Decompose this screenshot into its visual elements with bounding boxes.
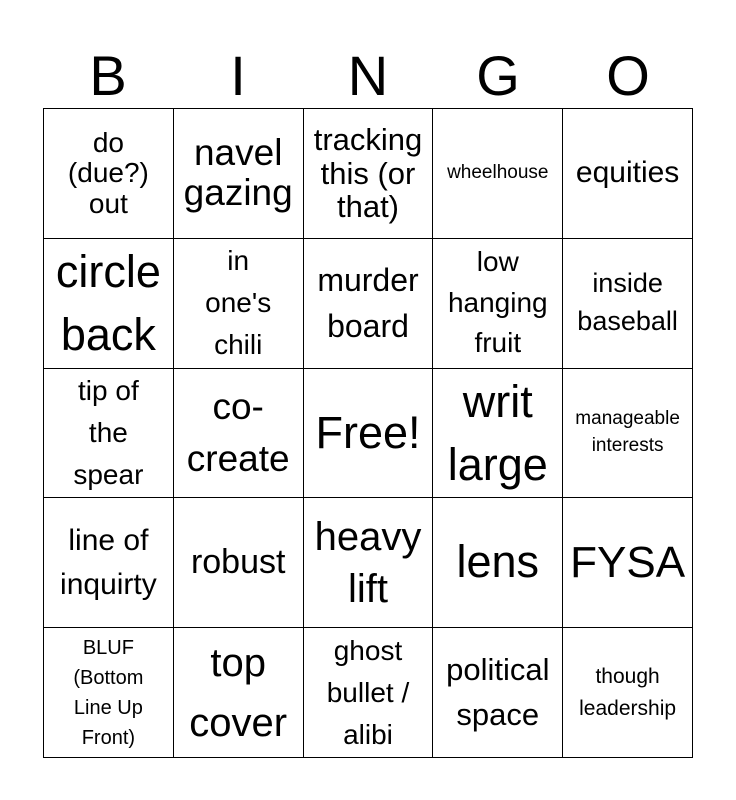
- bingo-cell[interactable]: [304, 239, 434, 369]
- bingo-grid: [43, 108, 693, 758]
- bingo-cell[interactable]: [563, 109, 693, 239]
- bingo-cell[interactable]: [304, 369, 434, 499]
- cell-text: manageable interests: [575, 408, 680, 456]
- cell-text: heavy lift: [314, 514, 422, 611]
- bingo-cell[interactable]: [174, 628, 304, 758]
- cell-text: low hanging fruit: [447, 246, 548, 359]
- bingo-cell[interactable]: [44, 239, 174, 369]
- bingo-cell[interactable]: [174, 109, 304, 239]
- bingo-cell[interactable]: [304, 628, 434, 758]
- bingo-cell[interactable]: [433, 109, 563, 239]
- cell-text: murder board: [317, 261, 419, 345]
- bingo-cell[interactable]: [563, 369, 693, 499]
- bingo-cell[interactable]: [174, 369, 304, 499]
- cell-text: in one's chili: [205, 245, 272, 361]
- bingo-cell[interactable]: [433, 369, 563, 499]
- cell-text: ghost bullet / alibi: [326, 634, 410, 750]
- header-letter-i: I: [230, 44, 246, 107]
- cell-text: do (due?) out: [67, 127, 149, 219]
- cell-text: robust: [190, 543, 286, 582]
- cell-text: BLUF (Bottom Line Up Front): [73, 636, 144, 749]
- bingo-cell[interactable]: [174, 498, 304, 628]
- cell-text: co-create: [186, 386, 290, 479]
- cell-text: circle back: [55, 246, 161, 361]
- bingo-cell[interactable]: [433, 239, 563, 369]
- bingo-cell[interactable]: [174, 239, 304, 369]
- cell-text: top cover: [189, 640, 288, 745]
- cell-text: lens: [456, 536, 540, 588]
- bingo-cell[interactable]: [563, 628, 693, 758]
- bingo-header: [43, 44, 693, 108]
- cell-text: tracking this (or that): [313, 122, 423, 225]
- bingo-cell[interactable]: [563, 498, 693, 628]
- cell-text: tip of the spear: [73, 374, 144, 490]
- bingo-cell[interactable]: [44, 369, 174, 499]
- header-letter-o: O: [606, 44, 650, 107]
- cell-text: writ large: [447, 375, 548, 490]
- cell-text: FYSA: [570, 538, 686, 588]
- header-letter-n: N: [347, 44, 389, 107]
- bingo-cell[interactable]: [433, 498, 563, 628]
- bingo-cell[interactable]: [44, 498, 174, 628]
- cell-text: equities: [575, 156, 680, 190]
- cell-text: political space: [446, 651, 550, 732]
- cell-text: inside baseball: [577, 268, 678, 337]
- cell-text: navel gazing: [183, 132, 293, 214]
- bingo-cell[interactable]: [44, 109, 174, 239]
- bingo-cell[interactable]: [44, 628, 174, 758]
- cell-text: wheelhouse: [447, 162, 549, 184]
- bingo-cell[interactable]: [304, 109, 434, 239]
- bingo-cell[interactable]: [433, 628, 563, 758]
- bingo-cell[interactable]: [563, 239, 693, 369]
- bingo-cell[interactable]: [304, 498, 434, 628]
- cell-text: Free!: [315, 406, 421, 458]
- cell-text: line of inquirty: [60, 524, 157, 601]
- cell-text: though leadership: [579, 665, 677, 720]
- header-letter-b: B: [89, 44, 127, 107]
- header-letter-g: G: [476, 44, 520, 107]
